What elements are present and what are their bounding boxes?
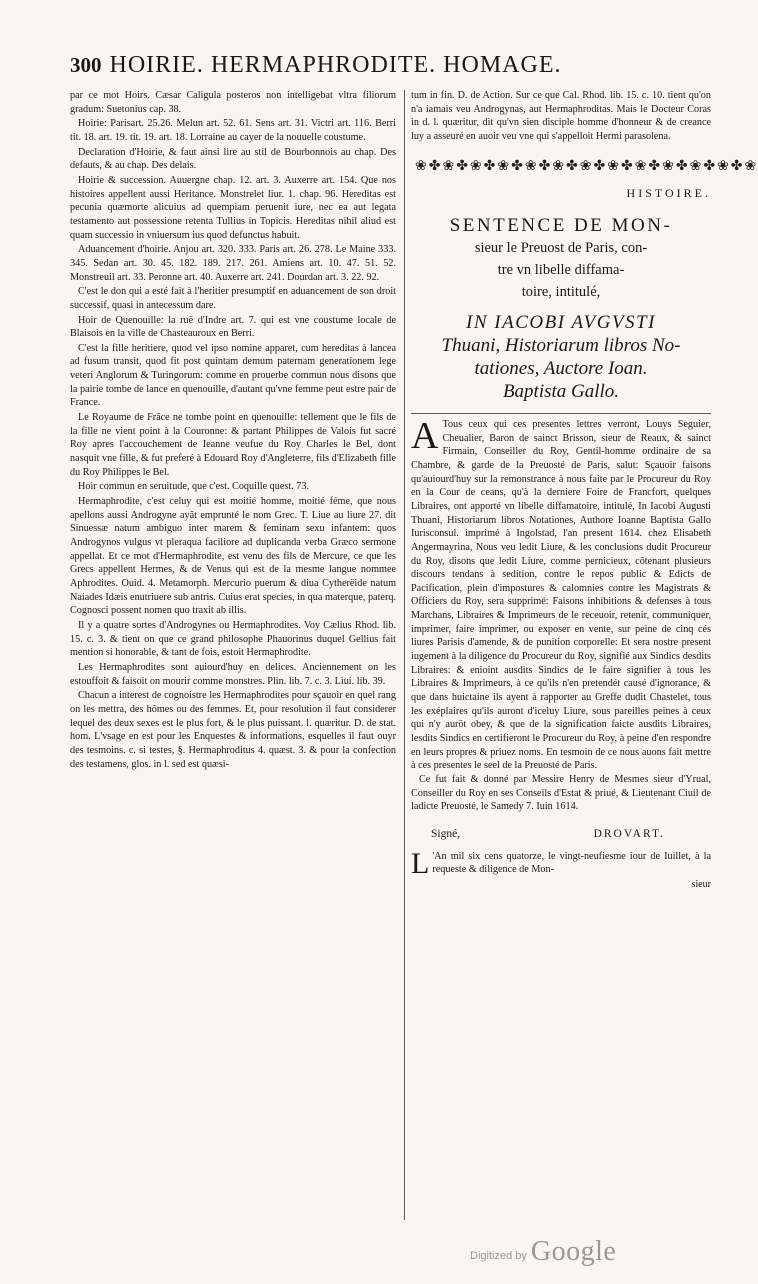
- page-number: 300: [70, 53, 102, 77]
- column-divider: [404, 90, 405, 1220]
- paragraph: Hoirie & succession. Auuergne chap. 12. art. 3. Auxerre art. 154. Que nos histoires appellent aussi Heritance. Monstrelet liur. 1. chap. 96. Hereditas est pecunia quæmorte alicuius ad quempiam peruenit iure, nec ea aut legata testamento aut possessione retenta Tullius in Topicis. Hereditas nihil aliud est quam successio in vniuersum ius quod defunctus habuit.: [70, 174, 396, 241]
- paragraph: Il y a quatre sortes d'Androgynes ou Hermaphrodites. Voy Cælius Rhod. lib. 15. c. 3. & tient on que ce grand philosophe Phauorinus duquel Gellius fait mention si honorable, & tant de fois, estoit Hermaphrodite.: [70, 619, 396, 659]
- title-line: toire, intitulé,: [521, 283, 601, 300]
- paragraph: Hoir de Quenouille: la ruë d'Indre art. 7. qui est vne coustume locale de Blaisois en la ville de Chasteauroux en Berri.: [70, 314, 396, 340]
- google-watermark: [470, 1228, 670, 1268]
- title-line: tationes, Auctore Ioan.: [474, 357, 648, 379]
- paragraph: Declaration d'Hoirie, & faut ainsi lire au stil de Bourbonnois au chap. Des defauts, & au chap. Des delais.: [70, 146, 396, 172]
- page-header: [70, 52, 710, 86]
- paragraph: par ce mot Hoirs. Cæsar Caligula posteros non intelligebat vltra filiorum gradum: Suetonius cap. 38.: [70, 90, 396, 115]
- title-line: Baptista Gallo.: [502, 380, 620, 402]
- decree-text: Tous ceux qui ces presentes lettres verront, Louys Seguier, Cheualier, Baron de sainct Brisson, sieur de Reaux, & sainct Firmain, Conseiller du Roy, Gentil-homme ordinaire de sa Chambre, & garde de la Preuosté de Paris, salut: Sçauoir faisons qu'auiourd'huy sur la remonstrance à nous faite par le Procureur du Roy en la Cour de ceans, qu'à la derniere Foire de Francfort, quelques Libraires, ont apporté vn libelle diffamatoire, intitulé, In Iacobi Augusti Thuani, Historiarum libros Notationes, Authore Ioanne Baptista Gallo Iurisconsul. imprimé à Ingolstad, l'an present 1614. chez Elisabeth Angermayrina, Nous veu ledit Liure, & les conclusions dudit Procureur du Roy, disons que ledit Liure, comme pernicieux, cõtenant plusieurs discours tendans à sedition, contre le repos public & Edicts de Pacification, plein d'impostures & calomnies contre les Magistrats & Officiers du Roy, sera supprimé: Faisons inhibitions & defenses à tous Marchans, Libraires & Imprimeurs de le receuoir, retenir, communiquer, imprimer, faire imprimer, ou exposer en vente, sur peine de cinq cés liures Parisis d'amende, & de punition corporelle: Et sera nostre present iugement à la diligence du Procureur du Roy, signifié aux Sindics desdits Libraires: & enioint ausdits Sindics de le faire signifier à tous les Libraires & Imprimeurs, à ce qu'ils n'en pretendét causé d'ignorance, & que dans huictaine ils ayent à rapporter au Greffe dudit Chastelet, tous les exéplaires qu'ils auront d'iceluy Liure, sous pareilles peines à ceux qui n'y auröt obey, & que de la signification faicte ausdits Libraires, lesdits Sindics en certifieront le Procureur du Roy, à peine d'en respondre en leurs propres & priuez noms. En tesmoin de ce nous auons fait mettre à ces presentes le seel de la Preuosté de Paris.: [411, 418, 711, 772]
- title-line: SENTENCE DE MON-: [449, 214, 673, 236]
- left-column: [70, 89, 396, 772]
- final-paragraph: [411, 846, 711, 880]
- signature-line: [431, 828, 705, 842]
- paragraph: Chacun a interest de cognoistre les Hermaphrodites pour sçauoir en quel rang on les mettra, des hõmes ou des femmes. Et, pour resolution il faut considerer lequel des deux sexes est le plus fort, & le plus puissant. l. quæritur. D. de stat. hom. L'vsage en est pour les Enquestes & informations, esquelles il faut ouyr des tesmoins. c. si testes, §. Hermaphroditus 4. quæst. 3. & pour la confection des testamens, glos. in l. sed est quæsi-: [70, 690, 396, 770]
- drop-capital: A: [411, 414, 439, 457]
- watermark-caption: Digitized by: [470, 1250, 527, 1262]
- signer-name: DROVART.: [593, 827, 665, 840]
- book-title: [411, 311, 711, 403]
- right-column: [411, 89, 758, 892]
- section-heading: HISTOIRE.: [626, 186, 711, 201]
- paragraph: C'est la fille heritiere, quod vel ipso nomine apparet, cum hereditas à lancea ad fusum transit, quod fit post quintam demum paternam generationem lege veteri Anglorum & Turingorum: comme en prouerbe commun nous disons que la pairie tombe de lance en quenouille, d'autant qu'vne femme peut estre pair de France.: [70, 342, 396, 409]
- paragraph: Hoirie: Parisart. 25.26. Melun art. 52. 61. Sens art. 31. Victri art. 116. Berri tit. 18. art. 19. tit. 19. art. 18. Lorraine au cayer de la nouuelle coustume.: [70, 118, 396, 143]
- decree-paragraph: [411, 414, 711, 773]
- paragraph: Hermaphrodite, c'est celuy qui est moitié homme, moitié féme, que nous apellons aussi Androgyne ayãt emprunté le nom Grec. T. Liue au liure 27. dit Sinuessæ natum ambiguo inter marem & feminam sexu infantem: quos Androgynos vulgus vt pleraqua faciliore ad duplicanda verba Græco sermone appellat. Et ce mot d'Hermaphrodite, est venu des fils de Mercure, ce que les Grecs appellent Hermes, & de Venus qui est de la mesme langue nommee Aphrodites. Ouid. 4. Metamorph. Mercurio puerum & diua Cytherëide natum Naiades Idæis enutriuere sub antris. Cuius erat species, in qua materque, paterq. Cognosci possent nomen quo traxit ab illis.: [70, 496, 396, 617]
- paragraph: Ce fut fait & donné par Messire Henry de Mesmes sieur d'Yrual, Conseiller du Roy en ses Conseils d'Estat & priué, & Lieutenant Ciuil de ladicte Preuosté, le Samedy 7. Iuin 1614.: [411, 774, 711, 813]
- paragraph: C'est le don qui a esté fait à l'heritier presumptif en aduancement de son droit successif, quasi in antecessum dare.: [70, 286, 396, 311]
- title-line: sieur le Preuost de Paris, con-: [474, 239, 648, 256]
- signed-label: Signé,: [431, 827, 461, 840]
- drop-capital: L: [411, 846, 430, 880]
- title-line: tre vn libelle diffama-: [497, 261, 625, 278]
- catchword: sieur: [691, 878, 711, 890]
- paragraph: Hoir commun en seruitude, que c'est. Coquille quest. 73.: [78, 481, 310, 493]
- paragraph: tum in fin. D. de Action. Sur ce que Cal. Rhod. lib. 15. c. 10. tient qu'on n'a iamais veu Androgynas, aut Hermaphroditas. Mais le Docteur Coras in d. l. quæritur, dit qu'vn sien disciple homme d'honneur & de creance luy a asseuré en auoir veu vne qui s'appelloit Hermi parasolena.: [411, 90, 711, 142]
- google-logo: Google: [530, 1236, 617, 1267]
- title-line: Thuani, Historiarum libros No-: [441, 334, 681, 356]
- ornament-band-icon: ❀✤❀✤❀✤❀✤❀✤❀✤❀✤❀✤❀✤❀✤❀✤❀✤❀: [415, 158, 758, 174]
- sentence-title: [411, 215, 711, 303]
- running-head: HOIRIE. HERMAPHRODITE. HOMAGE.: [109, 52, 562, 78]
- paragraph: Les Hermaphrodites sont auiourd'huy en delices. Anciennement on les estouffoit & faisoit on mourir comme monstres. Plin. lib. 7. c. 3. Liui. lib. 39.: [70, 661, 396, 687]
- paragraph: Aduancement d'hoirie. Anjou art. 320. 333. Paris art. 26. 278. Le Maine 333. 345. Sedan art. 30. 45. 182. 189. 217. 261. Amiens art. 10. 47. 51. 52. Monstreuil art. 33. Peronne art. 40. Auxerre art. 241. Dourdan art. 3. 22. 92.: [70, 244, 396, 283]
- title-line: IN IACOBI AVGVSTI: [466, 311, 656, 333]
- paragraph: Le Royaume de Frãce ne tombe point en quenouille: tellement que le fils de la fille ne vient point à la Couronne: & partant Philippes de Valois fut sacré Roy apres l'accouchement de Ieanne veufue du Roy Charles le Bel, dont nasquit vne fille, & fut preferé à Edouard Roy d'Angleterre, fils d'Elizabeth fille du Roy Philippes le Bel.: [70, 412, 396, 478]
- section-rule: [411, 413, 711, 414]
- final-text: 'An mil six cens quatorze, le vingt-neufiesme iour de Iuillet, à la requeste & diligence de Mon-: [432, 850, 711, 876]
